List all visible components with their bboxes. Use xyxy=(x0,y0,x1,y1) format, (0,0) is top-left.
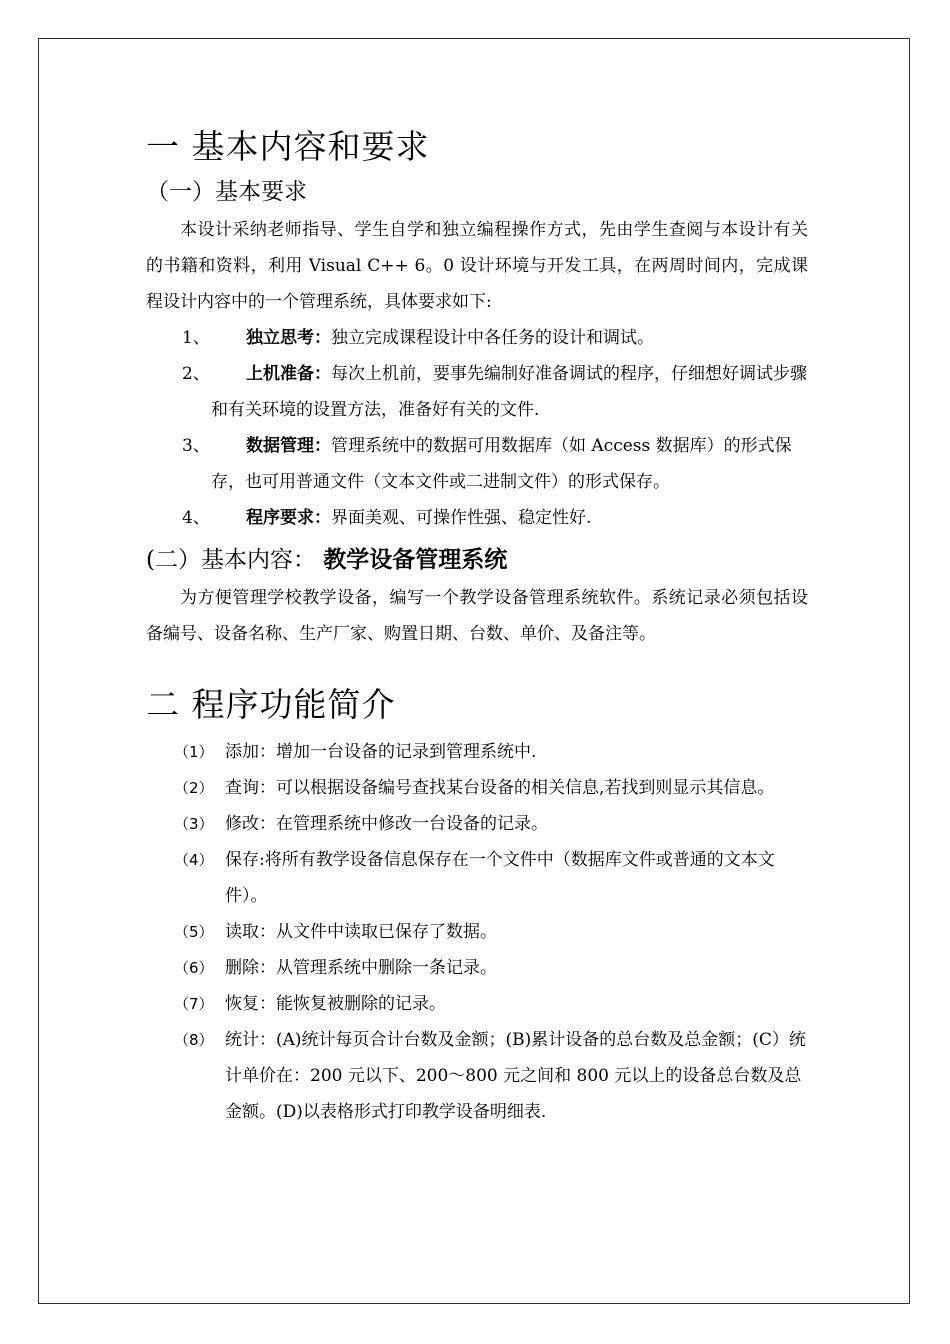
document-body xyxy=(146,122,808,1130)
requirement-number: 2、 xyxy=(182,364,210,384)
requirement-text: 管理系统中的数据可用数据库（如 Access 数据库）的形式保存，也可用普通文件（文本文件或二进制文件）的形式保存。 xyxy=(211,436,792,492)
function-item xyxy=(146,914,808,950)
section-1-heading: 一 基本内容和要求 xyxy=(146,127,430,166)
function-number: （1） xyxy=(174,743,214,761)
function-text: 统计：(A)统计每页合计台数及金额；(B)累计设备的总台数及总金额；(C）统计单价在：200 元以下、200～800 元之间和 800 元以上的设备总台数及总金额。(D)以表格形式打印教学设备明细表. xyxy=(225,1030,806,1122)
function-item xyxy=(146,1022,808,1130)
function-number: （6） xyxy=(174,959,214,977)
function-text: 删除：从管理系统中删除一条记录。 xyxy=(225,958,497,978)
function-number: （3） xyxy=(174,815,214,833)
requirement-keyword: 程序要求： xyxy=(246,508,331,528)
requirement-item xyxy=(146,500,808,536)
requirement-item xyxy=(146,320,808,356)
requirement-item xyxy=(146,428,808,500)
function-item xyxy=(146,734,808,770)
function-number: （5） xyxy=(174,923,214,941)
function-text: 修改：在管理系统中修改一台设备的记录。 xyxy=(225,814,548,834)
function-text: 读取：从文件中读取已保存了数据。 xyxy=(225,922,497,942)
function-item xyxy=(146,950,808,986)
function-number: （7） xyxy=(174,995,214,1013)
requirement-keyword: 数据管理： xyxy=(246,436,331,456)
function-text: 恢复：能恢复被删除的记录。 xyxy=(225,994,446,1014)
requirement-keyword: 独立思考： xyxy=(246,328,331,348)
subsection-2-system-name: 教学设备管理系统 xyxy=(323,547,508,573)
content-intro: 为方便管理学校教学设备，编写一个教学设备管理系统软件。系统记录必须包括设备编号、设备名称、生产厂家、购置日期、台数、单价、及备注等。 xyxy=(146,588,808,644)
function-item xyxy=(146,986,808,1022)
subsection-2-prefix: (二）基本内容： xyxy=(146,547,316,573)
section-2-heading: 二 程序功能简介 xyxy=(146,685,396,724)
requirement-keyword: 上机准备： xyxy=(246,364,331,384)
requirement-number: 1、 xyxy=(182,328,210,348)
requirement-item xyxy=(146,356,808,428)
function-text: 查询：可以根据设备编号查找某台设备的相关信息,若找到则显示其信息。 xyxy=(225,778,775,798)
requirement-text: 独立完成课程设计中各任务的设计和调试。 xyxy=(331,328,654,348)
requirement-text: 界面美观、可操作性强、稳定性好. xyxy=(331,508,592,528)
function-text: 保存:将所有教学设备信息保存在一个文件中（数据库文件或普通的文本文件）。 xyxy=(225,850,775,906)
function-item xyxy=(146,806,808,842)
requirement-number: 3、 xyxy=(182,436,210,456)
subsection-2-heading xyxy=(146,542,808,578)
function-item xyxy=(146,842,808,914)
subsection-1-heading: （一）基本要求 xyxy=(146,179,307,205)
function-number: （2） xyxy=(174,779,214,797)
function-item xyxy=(146,770,808,806)
requirements-intro: 本设计采纳老师指导、学生自学和独立编程操作方式，先由学生查阅与本设计有关的书籍和资料，利用 Visual C++ 6。0 设计环境与开发工具，在两周时间内，完成课程设计内容中的一个管理系统，具体要求如下: xyxy=(146,220,808,312)
function-number: （4） xyxy=(174,851,214,869)
requirement-text: 每次上机前，要事先编制好准备调试的程序，仔细想好调试步骤和有关环境的设置方法，准备好有关的文件. xyxy=(211,364,807,420)
requirement-number: 4、 xyxy=(182,508,210,528)
function-text: 添加：增加一台设备的记录到管理系统中. xyxy=(225,742,537,762)
function-number: （8） xyxy=(174,1031,214,1049)
